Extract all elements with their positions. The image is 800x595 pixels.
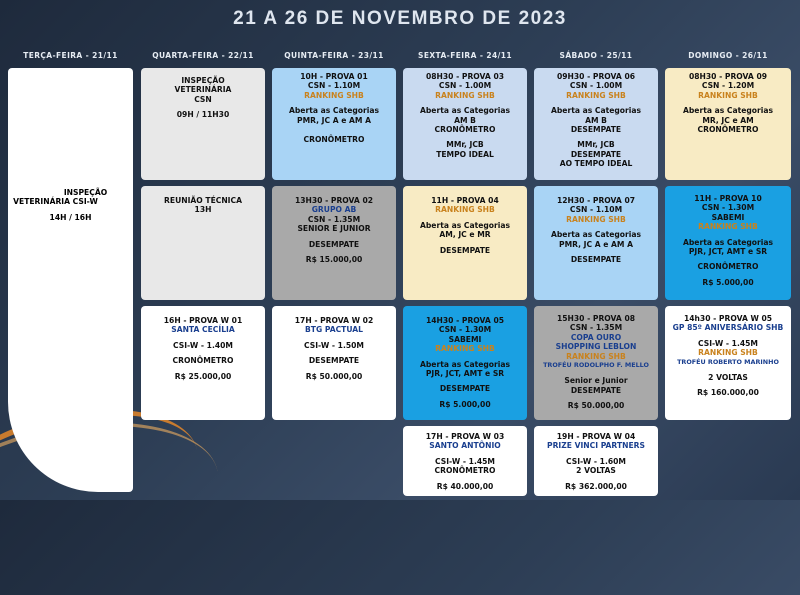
prova-height: CSI-W - 1.50M — [304, 340, 364, 350]
day-header-thursday: QUINTA-FEIRA - 23/11 — [284, 51, 384, 60]
tuesday-event-card — [8, 68, 133, 492]
prova-title: 15H30 - PROVA 08 — [556, 314, 636, 323]
prova-format: CRONÔMETRO — [697, 125, 759, 135]
day-header-friday: SEXTA-FEIRA - 24/11 — [418, 51, 512, 60]
prova-ranking: RANKING SHB — [435, 344, 495, 354]
prova-height: CSN - 1.30M — [438, 325, 492, 335]
prova-height: CSI-W - 1.40M — [173, 340, 233, 350]
prova-categories-label: Aberta as Categorias — [419, 220, 511, 230]
sun-prova-09-card — [665, 68, 791, 180]
sat-prova-07-card — [534, 186, 658, 300]
fri-prova-05-card — [403, 306, 527, 420]
prova-title: 09H30 - PROVA 06 — [556, 72, 636, 81]
sat-prova-w04-card — [534, 426, 658, 496]
prova-format: DESEMPATE — [439, 384, 491, 394]
prova-title: 13H30 - PROVA 02 — [294, 196, 374, 205]
day-header-tuesday: TERÇA-FEIRA - 21/11 — [23, 51, 118, 60]
prova-title: 08H30 - PROVA 03 — [425, 72, 505, 81]
prova-format: CRONÔMETRO — [434, 125, 496, 135]
prova-format: DESEMPATE — [570, 255, 622, 265]
prova-trophy: TROFÉU ROBERTO MARINHO — [677, 357, 779, 366]
prova-prize: R$ 50.000,00 — [567, 401, 625, 411]
prova-sponsor: SABEMI — [448, 334, 482, 344]
prova-height: CSN - 1.00M — [438, 81, 492, 91]
sat-prova-08-card — [534, 306, 658, 420]
prova-ranking: RANKING SHB — [698, 348, 758, 358]
prova-format: DESEMPATE — [570, 385, 622, 395]
prova-prize: R$ 160.000,00 — [697, 388, 759, 398]
prova-sponsor: SABEMI — [711, 212, 745, 222]
prova-ranking: RANKING SHB — [566, 351, 626, 361]
prova-categories-2: MMr, JCB — [577, 140, 615, 150]
prova-title: 17H - PROVA W 03 — [425, 432, 505, 441]
prova-categories-label: Aberta as Categorias — [419, 106, 511, 116]
prova-height: CSN - 1.00M — [569, 81, 623, 91]
prova-sponsor: SANTA CECÍLIA — [171, 325, 235, 335]
prova-title: 11H - PROVA 04 — [431, 196, 499, 205]
prova-title: 14h30 - PROVA W 05 — [683, 314, 773, 323]
prova-format: CRONÔMETRO — [434, 466, 496, 476]
prova-prize: R$ 5.000,00 — [439, 399, 491, 409]
prova-categories: PJR, JCT, AMT e SR — [688, 247, 768, 257]
prova-title: 11H - PROVA 10 — [694, 194, 762, 203]
page-title: 21 A 26 DE NOVEMBRO DE 2023 — [233, 8, 567, 29]
prova-sponsor: GRUPO AB — [311, 205, 357, 215]
prova-height: CSN - 1.30M — [701, 203, 755, 213]
day-header-sunday: DOMINGO - 26/11 — [688, 51, 768, 60]
prova-prize: R$ 362.000,00 — [565, 481, 627, 491]
fri-prova-w03-card — [403, 426, 527, 496]
prova-sponsor: BTG PACTUAL — [305, 325, 363, 335]
prova-height: CSI-W - 1.60M — [566, 456, 626, 466]
wed-meeting-time: 13H — [194, 205, 212, 215]
prova-trophy: TROFÉU RODOLPHO F. MELLO — [543, 361, 649, 370]
prova-prize: R$ 40.000,00 — [436, 481, 494, 491]
prova-title: 14H30 - PROVA 05 — [425, 316, 505, 325]
prova-title: 08H30 - PROVA 09 — [688, 72, 768, 81]
tuesday-event-time: 14H / 16H — [49, 212, 92, 222]
sun-prova-10-card — [665, 186, 791, 300]
prova-sponsor: COPA OURO — [570, 332, 622, 342]
wed-prova-w01-card — [141, 306, 265, 420]
prova-ranking: RANKING SHB — [435, 205, 495, 215]
wed-inspection-line2: VETERINÁRIA — [174, 85, 232, 95]
prova-format: CRONÔMETRO — [303, 135, 365, 145]
prova-format: DESEMPATE — [308, 239, 360, 249]
prova-format: 2 VOLTAS — [708, 373, 748, 383]
prova-sponsor: PRIZE VINCI PARTNERS — [547, 441, 645, 451]
prova-categories: SENIOR E JUNIOR — [297, 224, 371, 234]
prova-ranking: RANKING SHB — [566, 90, 626, 100]
prova-height: CSN - 1.20M — [701, 81, 755, 91]
prova-categories: PJR, JCT, AMT e SR — [425, 369, 505, 379]
prova-format: CRONÔMETRO — [172, 356, 234, 366]
wed-inspection-card — [141, 68, 265, 180]
wed-meeting-title: REUNIÃO TÉCNICA — [164, 196, 242, 205]
prova-format-2: DESEMPATE — [570, 149, 622, 159]
prova-categories: AM B — [454, 115, 476, 125]
prova-height: CSN - 1.35M — [307, 214, 361, 224]
prova-height: CSI-W - 1.45M — [435, 456, 495, 466]
tuesday-event-title: INSPEÇÃO VETERINÁRIA CSI-W — [13, 188, 108, 207]
prova-format: 2 VOLTAS — [576, 466, 616, 476]
prova-categories: MR, JC e AM — [702, 115, 754, 125]
day-header-saturday: SÁBADO - 25/11 — [559, 51, 633, 60]
prova-categories-label: Aberta as Categorias — [419, 359, 511, 369]
prova-title: 12H30 - PROVA 07 — [556, 196, 636, 205]
prova-categories-label: Aberta as Categorias — [550, 106, 642, 116]
thu-prova-02-card — [272, 186, 396, 300]
prova-prize: R$ 5.000,00 — [702, 277, 754, 287]
prova-format-2: TEMPO IDEAL — [436, 149, 494, 159]
prova-categories-label: Aberta as Categorias — [288, 106, 380, 116]
prova-format: CRONÔMETRO — [697, 262, 759, 272]
prova-format-3: AO TEMPO IDEAL — [559, 159, 633, 169]
prova-title: 19H - PROVA W 04 — [556, 432, 636, 441]
prova-ranking: RANKING SHB — [566, 214, 626, 224]
fri-prova-04-card — [403, 186, 527, 300]
prova-ranking: RANKING SHB — [304, 90, 364, 100]
prova-title: 10H - PROVA 01 — [300, 72, 368, 81]
prova-height: CSN - 1.10M — [569, 205, 623, 215]
wed-inspection-time: 09H / 11H30 — [176, 110, 230, 120]
prova-categories: AM B — [585, 115, 607, 125]
prova-categories: Senior e Junior — [564, 376, 628, 386]
thu-prova-01-card — [272, 68, 396, 180]
prova-height: CSN - 1.35M — [569, 323, 623, 333]
prova-categories-label: Aberta as Categorias — [682, 106, 774, 116]
prova-ranking: RANKING SHB — [435, 90, 495, 100]
wed-inspection-line1: INSPEÇÃO — [181, 76, 225, 85]
prova-categories-label: Aberta as Categorias — [682, 237, 774, 247]
prova-sponsor: GP 85º ANIVERSÁRIO SHB — [672, 323, 784, 333]
sat-prova-06-card — [534, 68, 658, 180]
prova-format: DESEMPATE — [570, 125, 622, 135]
prova-prize: R$ 25.000,00 — [174, 371, 232, 381]
prova-categories: AM, JC e MR — [439, 230, 491, 240]
prova-sponsor-2: SHOPPING LEBLON — [555, 342, 637, 352]
prova-prize: R$ 15.000,00 — [305, 255, 363, 265]
prova-categories-2: MMr, JCB — [446, 140, 484, 150]
prova-prize: R$ 50.000,00 — [305, 371, 363, 381]
prova-format: DESEMPATE — [439, 245, 491, 255]
sun-prova-w05-card — [665, 306, 791, 420]
prova-height: CSI-W - 1.45M — [698, 338, 758, 348]
prova-title: 17H - PROVA W 02 — [294, 316, 374, 325]
wed-inspection-line3: CSN — [194, 94, 212, 104]
prova-ranking: RANKING SHB — [698, 222, 758, 232]
prova-categories-label: Aberta as Categorias — [550, 230, 642, 240]
thu-prova-w02-card — [272, 306, 396, 420]
prova-title: 16H - PROVA W 01 — [163, 316, 243, 325]
prova-categories: PMR, JC A e AM A — [559, 239, 633, 249]
prova-categories: PMR, JC A e AM A — [297, 115, 371, 125]
day-header-wednesday: QUARTA-FEIRA - 22/11 — [152, 51, 254, 60]
prova-format: DESEMPATE — [308, 356, 360, 366]
prova-sponsor: SANTO ANTÔNIO — [429, 441, 501, 451]
prova-height: CSN - 1.10M — [307, 81, 361, 91]
wed-meeting-card — [141, 186, 265, 300]
fri-prova-03-card — [403, 68, 527, 180]
prova-ranking: RANKING SHB — [698, 90, 758, 100]
